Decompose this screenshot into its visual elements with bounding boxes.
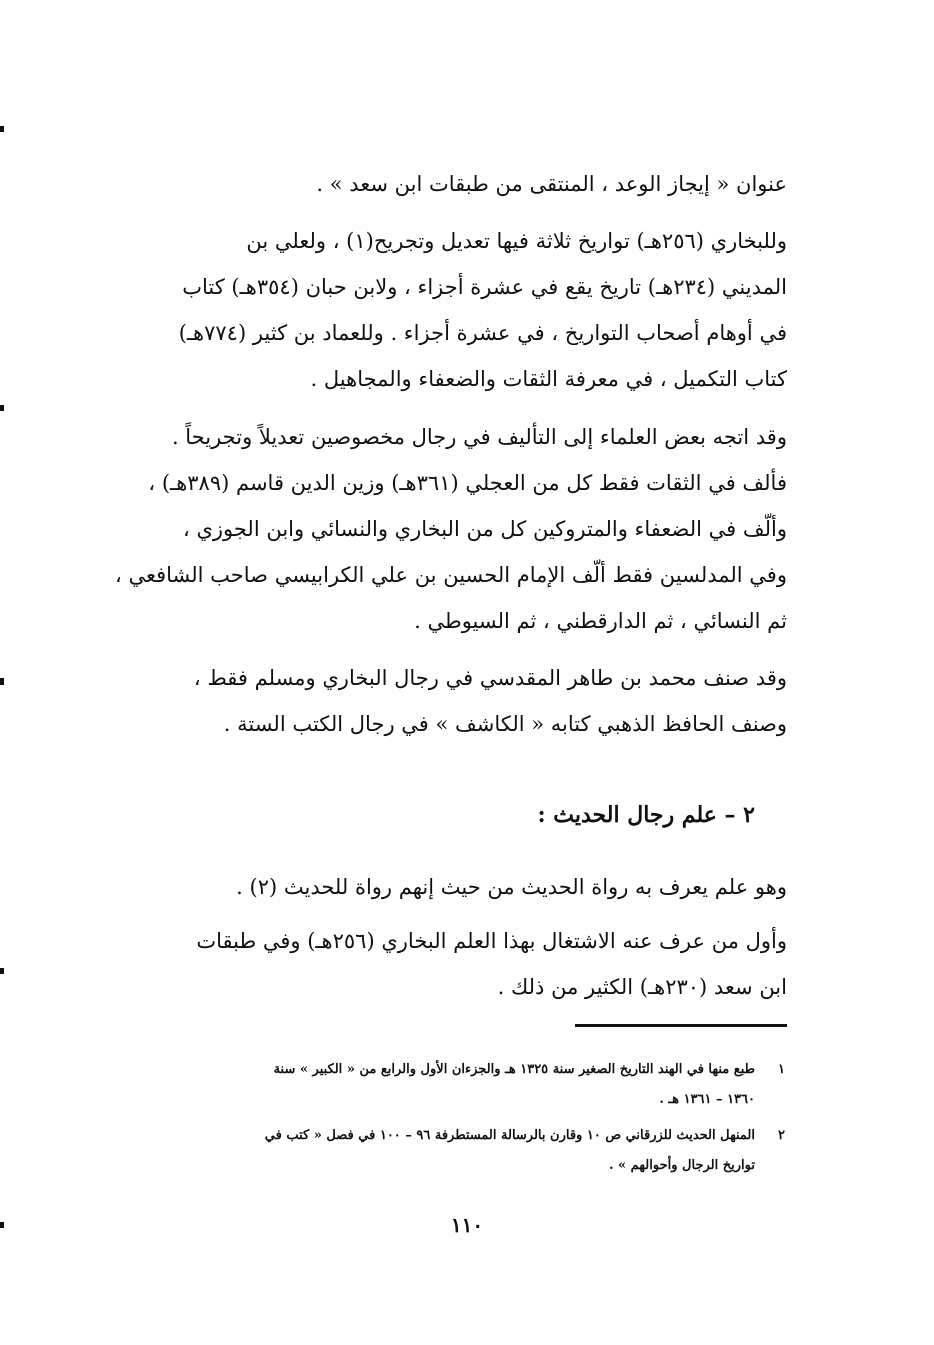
- footnotes: [125, 1055, 785, 1187]
- text-line: وصنف الحافظ الذهبي كتابه « الكاشف » في رجال الكتب الستة .: [223, 712, 787, 736]
- footnote-line: طبع منها في الهند التاريخ الصغير سنة ١٣٢٥ هـ والجزءان الأول والرابع من « الكبير » سنة: [273, 1062, 755, 1077]
- scan-edge-mark: [0, 126, 4, 132]
- paragraph-first-practitioner: [125, 918, 787, 1010]
- text-line: في أوهام أصحاب التواريخ ، في عشرة أجزاء . وللعماد بن كثير (٧٧٤هـ): [178, 321, 787, 345]
- text-line: وقد اتجه بعض العلماء إلى التأليف في رجال مخصوصين تعديلاً وتجريحاً .: [171, 425, 787, 449]
- scan-edge-mark: [0, 1222, 4, 1228]
- footnote-2: [125, 1121, 785, 1181]
- footnote-separator: [575, 1024, 787, 1027]
- text-line: فألف في الثقات فقط كل من العجلي (٣٦١هـ) وزين الدين قاسم (٣٨٩هـ) ،: [148, 471, 787, 495]
- text-line: كتاب التكميل ، في معرفة الثقات والضعفاء والمجاهيل .: [310, 367, 787, 391]
- footnote-number: ١: [778, 1062, 785, 1077]
- text-line: وفي المدلسين فقط ألّف الإمام الحسين بن علي الكرابيسي صاحب الشافعي ،: [115, 563, 787, 587]
- footnote-line: ١٣٦٠ – ١٣٦١ هـ .: [659, 1092, 755, 1107]
- text-line: عنوان « إيجاز الوعد ، المنتقى من طبقات ابن سعد » .: [316, 172, 787, 196]
- footnote-1: [125, 1055, 785, 1115]
- paragraph-maqdisi-dhahabi: [125, 655, 787, 747]
- text-line: وقد صنف محمد بن طاهر المقدسي في رجال البخاري ومسلم فقط ،: [193, 666, 787, 690]
- text-line: وأول من عرف عنه الاشتغال بهذا العلم البخاري (٢٥٦هـ) وفي طبقات: [196, 929, 787, 953]
- paragraph-definition: [125, 864, 787, 910]
- scan-edge-mark: [0, 678, 4, 685]
- text-line: وهو علم يعرف به رواة الحديث من حيث إنهم رواة للحديث (٢) .: [236, 875, 787, 899]
- page-number: ١١٠: [450, 1213, 484, 1237]
- footnote-number: ٢: [778, 1128, 785, 1143]
- text-line: ابن سعد (٢٣٠هـ) الكثير من ذلك .: [497, 975, 787, 999]
- footnote-line: تواريخ الرجال وأحوالهم » .: [608, 1158, 755, 1173]
- text-line: المديني (٢٣٤هـ) تاريخ يقع في عشرة أجزاء ، ولابن حبان (٣٥٤هـ) كتاب: [182, 275, 787, 299]
- text-line: وللبخاري (٢٥٦هـ) تواريخ ثلاثة فيها تعديل وتجريح(١) ، ولعلي بن: [246, 229, 787, 253]
- paragraph-ijaz-al-waad: [125, 161, 787, 207]
- section-heading: ٢ – علم رجال الحديث :: [537, 802, 755, 828]
- text-line: وألّف في الضعفاء والمتروكين كل من البخاري والنسائي وابن الجوزي ،: [182, 517, 787, 541]
- paragraph-tarikh-books: [125, 218, 787, 402]
- footnote-line: المنهل الحديث للزرقاني ص ١٠ وقارن بالرسالة المستطرفة ٩٦ – ١٠٠ في فصل « كتب في: [264, 1128, 755, 1143]
- text-line: ثم النسائي ، ثم الدارقطني ، ثم السيوطي .: [414, 609, 787, 633]
- scan-edge-mark: [0, 405, 4, 411]
- paragraph-specialized-authorship: [115, 414, 787, 644]
- scan-edge-mark: [0, 968, 4, 974]
